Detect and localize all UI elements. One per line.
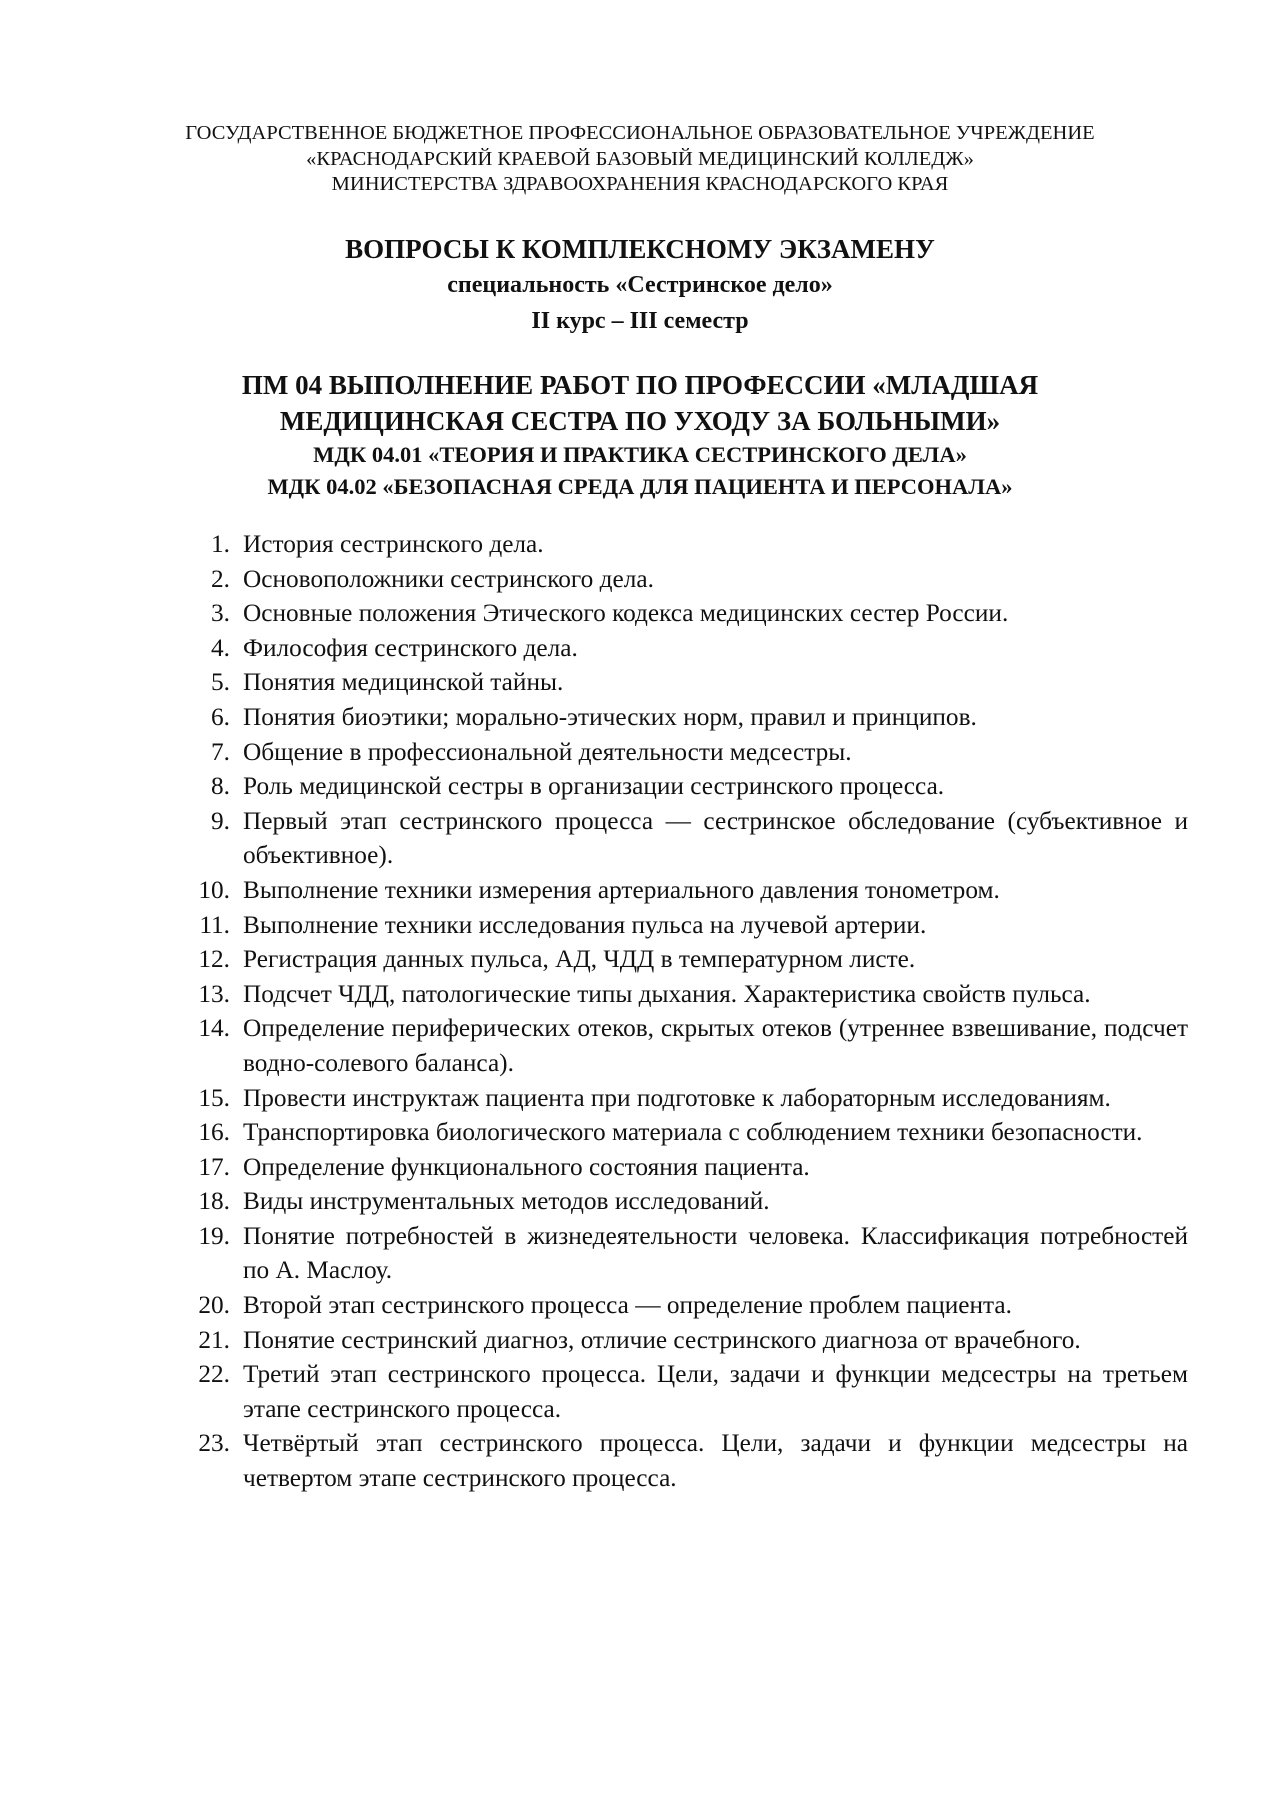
question-item — [178, 665, 1188, 700]
question-number: 14 . — [178, 1011, 230, 1046]
question-item — [178, 942, 1188, 977]
question-item — [178, 1323, 1188, 1358]
question-text: Понятия медицинской тайны. — [243, 668, 564, 697]
question-number: 13 . — [178, 977, 230, 1012]
mdk-04-01-title: МДК 04.01 «ТЕОРИЯ И ПРАКТИКА СЕСТРИНСКОГО ДЕЛА» — [313, 442, 967, 467]
question-item — [178, 1426, 1188, 1495]
question-text: Основоположники сестринского дела. — [243, 564, 654, 593]
question-number: 17 . — [178, 1150, 230, 1185]
question-text: Провести инструктаж пациента при подготовке к лабораторным исследованиям. — [243, 1083, 1111, 1112]
question-item — [178, 1011, 1188, 1080]
institution-line-2: «КРАСНОДАРСКИЙ КРАЕВОЙ БАЗОВЫЙ МЕДИЦИНСКИЙ КОЛЛЕДЖ» — [306, 147, 974, 170]
exam-title: ВОПРОСЫ К КОМПЛЕКСНОМУ ЭКЗАМЕНУ — [345, 234, 935, 264]
question-item — [178, 596, 1188, 631]
exam-title-block — [140, 231, 1140, 339]
question-number: 1 . — [178, 527, 230, 562]
question-text: История сестринского дела. — [243, 530, 544, 558]
institution-line-3: МИНИСТЕРСТВА ЗДРАВООХРАНЕНИЯ КРАСНОДАРСКОГО КРАЯ — [331, 173, 949, 195]
institution-header — [140, 121, 1140, 198]
specialty-line: специальность «Сестринское дело» — [447, 272, 833, 298]
institution-line-1: ГОСУДАРСТВЕННОЕ БЮДЖЕТНОЕ ПРОФЕССИОНАЛЬНОЕ ОБРАЗОВАТЕЛЬНОЕ УЧРЕЖДЕНИЕ — [185, 122, 1095, 144]
question-number: 8 . — [178, 769, 230, 804]
question-text: Транспортировка биологического материала с соблюдением техники безопасности. — [243, 1118, 1143, 1147]
question-number: 23 . — [178, 1426, 230, 1461]
question-text: Регистрация данных пульса, АД, ЧДД в температурном листе. — [243, 945, 916, 974]
question-item — [178, 631, 1188, 666]
question-text: Определение периферических отеков, скрытых отеков (утреннее взвешивание, подсчет водно-солевого баланса). — [243, 1014, 1188, 1077]
question-number: 10 . — [178, 873, 230, 908]
question-text: Выполнение техники измерения артериального давления тонометром. — [243, 875, 1000, 904]
question-number: 7 . — [178, 735, 230, 770]
course-line: II курс – III семестр — [531, 308, 749, 334]
question-item — [178, 1150, 1188, 1185]
question-number: 22 . — [178, 1357, 230, 1392]
question-item — [178, 1081, 1188, 1116]
mdk-04-02-title: МДК 04.02 «БЕЗОПАСНАЯ СРЕДА ДЛЯ ПАЦИЕНТА И ПЕРСОНАЛА» — [267, 474, 1013, 499]
module-title-line-2: МЕДИЦИНСКАЯ СЕСТРА ПО УХОДУ ЗА БОЛЬНЫМИ» — [279, 406, 1001, 436]
question-number: 12 . — [178, 942, 230, 977]
question-number: 4 . — [178, 631, 230, 666]
question-text: Третий этап сестринского процесса. Цели, задачи и функции медсестры на третьем этапе сестринского процесса. — [243, 1360, 1188, 1423]
question-number: 16 . — [178, 1115, 230, 1150]
question-number: 15 . — [178, 1081, 230, 1116]
question-number: 20 . — [178, 1288, 230, 1323]
question-text: Понятия биоэтики; морально-этических норм, правил и принципов. — [243, 702, 977, 731]
question-item — [178, 1288, 1188, 1323]
question-item — [178, 769, 1188, 804]
question-text: Четвёртый этап сестринского процесса. Цели, задачи и функции медсестры на четвертом этапе сестринского процесса. — [243, 1429, 1188, 1493]
question-number: 11 . — [178, 908, 230, 943]
question-number: 18 . — [178, 1184, 230, 1219]
question-text: Виды инструментальных методов исследований. — [243, 1187, 770, 1216]
question-item — [178, 1219, 1188, 1288]
question-item — [178, 1184, 1188, 1219]
question-number: 5 . — [178, 665, 230, 700]
question-text: Основные положения Этического кодекса медицинских сестер России. — [243, 599, 1009, 628]
question-number: 9 . — [178, 804, 230, 839]
question-item — [178, 735, 1188, 770]
question-text: Первый этап сестринского процесса — сестринское обследование (субъективное и объективное). — [243, 806, 1188, 870]
question-text: Определение функционального состояния пациента. — [243, 1152, 810, 1181]
question-text: Общение в профессиональной деятельности медсестры. — [243, 737, 852, 766]
question-item — [178, 873, 1188, 908]
question-number: 21 . — [178, 1323, 230, 1358]
question-text: Второй этап сестринского процесса — определение проблем пациента. — [243, 1291, 1012, 1320]
question-item — [178, 1115, 1188, 1150]
question-item — [178, 908, 1188, 943]
question-item — [178, 700, 1188, 735]
question-item — [178, 804, 1188, 873]
question-number: 3 . — [178, 596, 230, 631]
question-text: Выполнение техники исследования пульса на лучевой артерии. — [243, 910, 927, 939]
module-title-line-1: ПМ 04 ВЫПОЛНЕНИЕ РАБОТ ПО ПРОФЕССИИ «МЛАДШАЯ — [241, 370, 1039, 400]
question-text: Роль медицинской сестры в организации сестринского процесса. — [243, 772, 945, 801]
module-heading — [140, 367, 1140, 503]
question-text: Философия сестринского дела. — [243, 633, 578, 662]
question-item — [178, 977, 1188, 1012]
question-text: Понятие потребностей в жизнедеятельности человека. Классификация потребностей по А. Маслоу. — [243, 1221, 1188, 1285]
question-number: 19 . — [178, 1219, 230, 1254]
question-item — [178, 562, 1188, 597]
question-text: Подсчет ЧДД, патологические типы дыхания. Характеристика свойств пульса. — [243, 979, 1091, 1008]
question-number: 2 . — [178, 562, 230, 597]
question-number: 6 . — [178, 700, 230, 735]
question-item — [178, 1357, 1188, 1426]
question-list — [178, 527, 1188, 1496]
question-text: Понятие сестринский диагноз, отличие сестринского диагноза от врачебного. — [243, 1325, 1081, 1354]
question-item — [178, 527, 1188, 562]
